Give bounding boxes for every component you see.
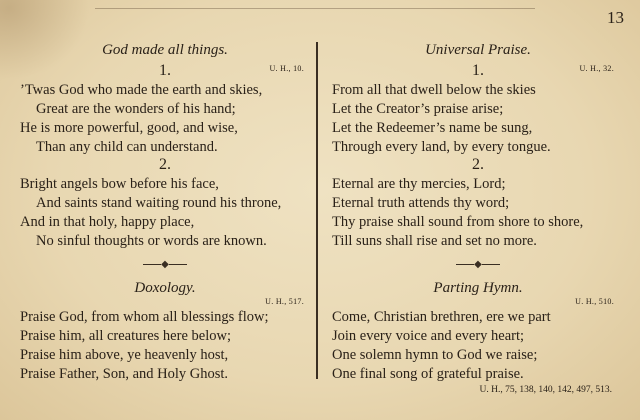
diamond-icon: ◆	[161, 259, 169, 270]
verse-line: Join every voice and every heart;	[332, 328, 525, 344]
verse-line: One solemn hymn to God we raise;	[332, 347, 538, 363]
hymn-title: Universal Praise.	[425, 42, 531, 58]
ornament-divider	[332, 259, 624, 270]
verse-line: Great are the wonders of his hand;	[36, 101, 236, 117]
verse-line: Than any child can understand.	[36, 139, 218, 155]
verse-line: Bright angels bow before his face,	[20, 176, 219, 192]
verse-line: And saints stand waiting round his throne,	[36, 195, 282, 211]
verse-line: From all that dwell below the skies	[332, 82, 536, 98]
verse-number: 2.	[159, 156, 171, 173]
diamond-icon: ◆	[474, 259, 482, 270]
verse-line: And in that holy, happy place,	[20, 214, 195, 230]
hymn-reference: U. H., 10.	[269, 64, 304, 73]
verse-line: ’Twas God who made the earth and skies,	[20, 82, 263, 98]
hymn-reference: U. H., 32.	[579, 64, 614, 73]
verse-line: Thy praise shall sound from shore to shore,	[332, 214, 584, 230]
verse-number: 1.	[472, 62, 484, 79]
verse-line: Come, Christian brethren, ere we part	[332, 309, 551, 325]
verse-line: Eternal truth attends thy word;	[332, 195, 510, 211]
hymn-reference-list: U. H., 75, 138, 140, 142, 497, 513.	[479, 385, 612, 395]
verse-line: Let the Redeemer’s name be sung,	[332, 120, 533, 136]
hymn-reference: U. H., 517.	[265, 297, 304, 306]
verse-line: Praise him, all creatures here below;	[20, 328, 231, 344]
hymn-title: Doxology.	[134, 280, 196, 296]
ornament-divider	[20, 259, 310, 270]
hymn-title: God made all things.	[102, 42, 228, 58]
verse-number: 1.	[159, 62, 171, 79]
verse-line: Till suns shall rise and set no more.	[332, 233, 537, 249]
hymn-title: Parting Hymn.	[433, 280, 523, 296]
verse-line: One final song of grateful praise.	[332, 366, 524, 382]
verse-line: Eternal are thy mercies, Lord;	[332, 176, 506, 192]
verse-line: Praise God, from whom all blessings flow;	[20, 309, 269, 325]
verse-line: Let the Creator’s praise arise;	[332, 101, 504, 117]
hymn-reference: U. H., 510.	[575, 297, 614, 306]
verse-line: Through every land, by every tongue.	[332, 139, 551, 155]
verse-line: Praise him above, ye heavenly host,	[20, 347, 229, 363]
right-column	[332, 0, 624, 420]
verse-number: 2.	[472, 156, 484, 173]
verse-line: No sinful thoughts or words are known.	[36, 233, 267, 249]
column-divider	[316, 42, 318, 379]
page-number: 13	[607, 8, 624, 27]
verse-line: Praise Father, Son, and Holy Ghost.	[20, 366, 229, 382]
verse-line: He is more powerful, good, and wise,	[20, 120, 238, 136]
left-column	[20, 0, 310, 420]
